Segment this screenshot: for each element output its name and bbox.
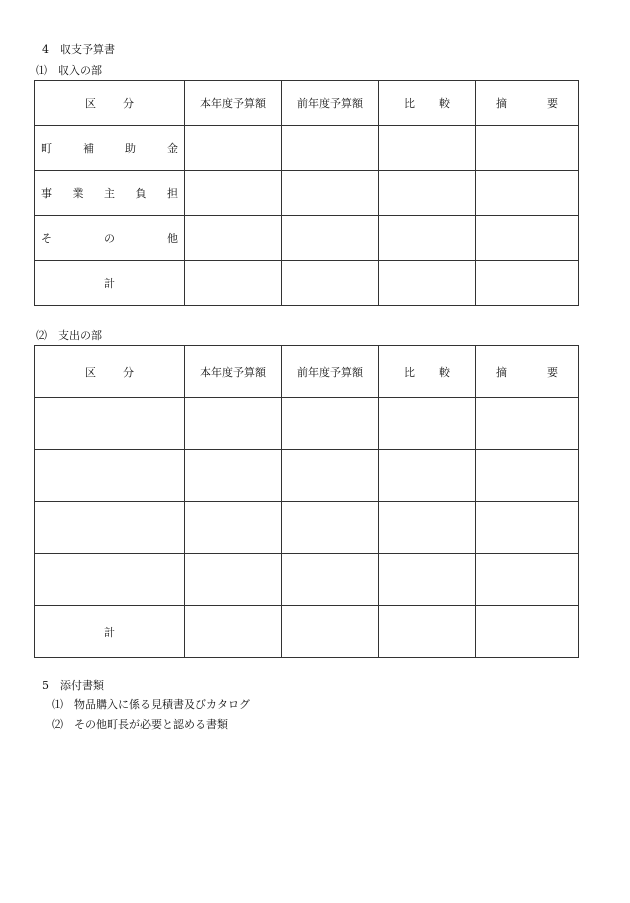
remarks-cell[interactable] xyxy=(476,450,579,502)
header-comparison: 比 較 xyxy=(379,81,476,126)
previous-budget-cell[interactable] xyxy=(282,450,379,502)
expense-category-cell[interactable] xyxy=(35,398,185,450)
comparison-cell[interactable] xyxy=(379,398,476,450)
previous-budget-cell[interactable] xyxy=(282,261,379,306)
remarks-cell[interactable] xyxy=(476,261,579,306)
previous-budget-cell[interactable] xyxy=(282,554,379,606)
previous-budget-cell[interactable] xyxy=(282,126,379,171)
section4-heading: 4 収支予算書 xyxy=(42,43,115,56)
income-section-title: ⑴ 収入の部 xyxy=(36,64,102,77)
current-budget-cell[interactable] xyxy=(185,171,282,216)
table-row xyxy=(35,398,579,450)
header-category: 区 分 xyxy=(35,346,185,398)
expense-category-cell[interactable] xyxy=(35,450,185,502)
total-label: 計 xyxy=(35,261,185,306)
expense-total-row xyxy=(35,606,579,658)
previous-budget-cell[interactable] xyxy=(282,171,379,216)
table-row xyxy=(35,554,579,606)
comparison-cell[interactable] xyxy=(379,502,476,554)
table-row xyxy=(35,502,579,554)
attachment-item: ⑴ 物品購入に係る見積書及びカタログ xyxy=(52,698,250,711)
expense-header-row xyxy=(35,346,579,398)
header-category: 区 分 xyxy=(35,81,185,126)
expense-category-cell[interactable] xyxy=(35,502,185,554)
header-remarks: 摘 要 xyxy=(476,81,579,126)
comparison-cell[interactable] xyxy=(379,126,476,171)
remarks-cell[interactable] xyxy=(476,606,579,658)
header-previous-budget: 前年度予算額 xyxy=(282,346,379,398)
previous-budget-cell[interactable] xyxy=(282,216,379,261)
current-budget-cell[interactable] xyxy=(185,606,282,658)
remarks-cell[interactable] xyxy=(476,171,579,216)
comparison-cell[interactable] xyxy=(379,171,476,216)
remarks-cell[interactable] xyxy=(476,554,579,606)
attachment-item: ⑵ その他町長が必要と認める書類 xyxy=(52,718,228,731)
current-budget-cell[interactable] xyxy=(185,261,282,306)
income-header-row xyxy=(35,81,579,126)
comparison-cell[interactable] xyxy=(379,554,476,606)
previous-budget-cell[interactable] xyxy=(282,502,379,554)
current-budget-cell[interactable] xyxy=(185,450,282,502)
table-row xyxy=(35,216,579,261)
header-current-budget: 本年度予算額 xyxy=(185,81,282,126)
income-table xyxy=(34,80,579,306)
remarks-cell[interactable] xyxy=(476,126,579,171)
previous-budget-cell[interactable] xyxy=(282,398,379,450)
current-budget-cell[interactable] xyxy=(185,216,282,261)
comparison-cell[interactable] xyxy=(379,450,476,502)
remarks-cell[interactable] xyxy=(476,398,579,450)
income-total-row xyxy=(35,261,579,306)
income-category-cell: 町 補 助 金 xyxy=(35,126,185,171)
expense-category-cell[interactable] xyxy=(35,554,185,606)
table-row xyxy=(35,126,579,171)
current-budget-cell[interactable] xyxy=(185,398,282,450)
total-label: 計 xyxy=(35,606,185,658)
income-category-cell: 事 業 主 負 担 xyxy=(35,171,185,216)
remarks-cell[interactable] xyxy=(476,216,579,261)
previous-budget-cell[interactable] xyxy=(282,606,379,658)
current-budget-cell[interactable] xyxy=(185,502,282,554)
header-current-budget: 本年度予算額 xyxy=(185,346,282,398)
header-comparison: 比 較 xyxy=(379,346,476,398)
current-budget-cell[interactable] xyxy=(185,126,282,171)
expense-table xyxy=(34,345,579,658)
expense-section-title: ⑵ 支出の部 xyxy=(36,329,102,342)
section5-heading: 5 添付書類 xyxy=(42,679,104,692)
table-row xyxy=(35,450,579,502)
table-row xyxy=(35,171,579,216)
comparison-cell[interactable] xyxy=(379,216,476,261)
current-budget-cell[interactable] xyxy=(185,554,282,606)
header-previous-budget: 前年度予算額 xyxy=(282,81,379,126)
remarks-cell[interactable] xyxy=(476,502,579,554)
comparison-cell[interactable] xyxy=(379,606,476,658)
header-remarks: 摘 要 xyxy=(476,346,579,398)
income-category-cell: そ の 他 xyxy=(35,216,185,261)
comparison-cell[interactable] xyxy=(379,261,476,306)
